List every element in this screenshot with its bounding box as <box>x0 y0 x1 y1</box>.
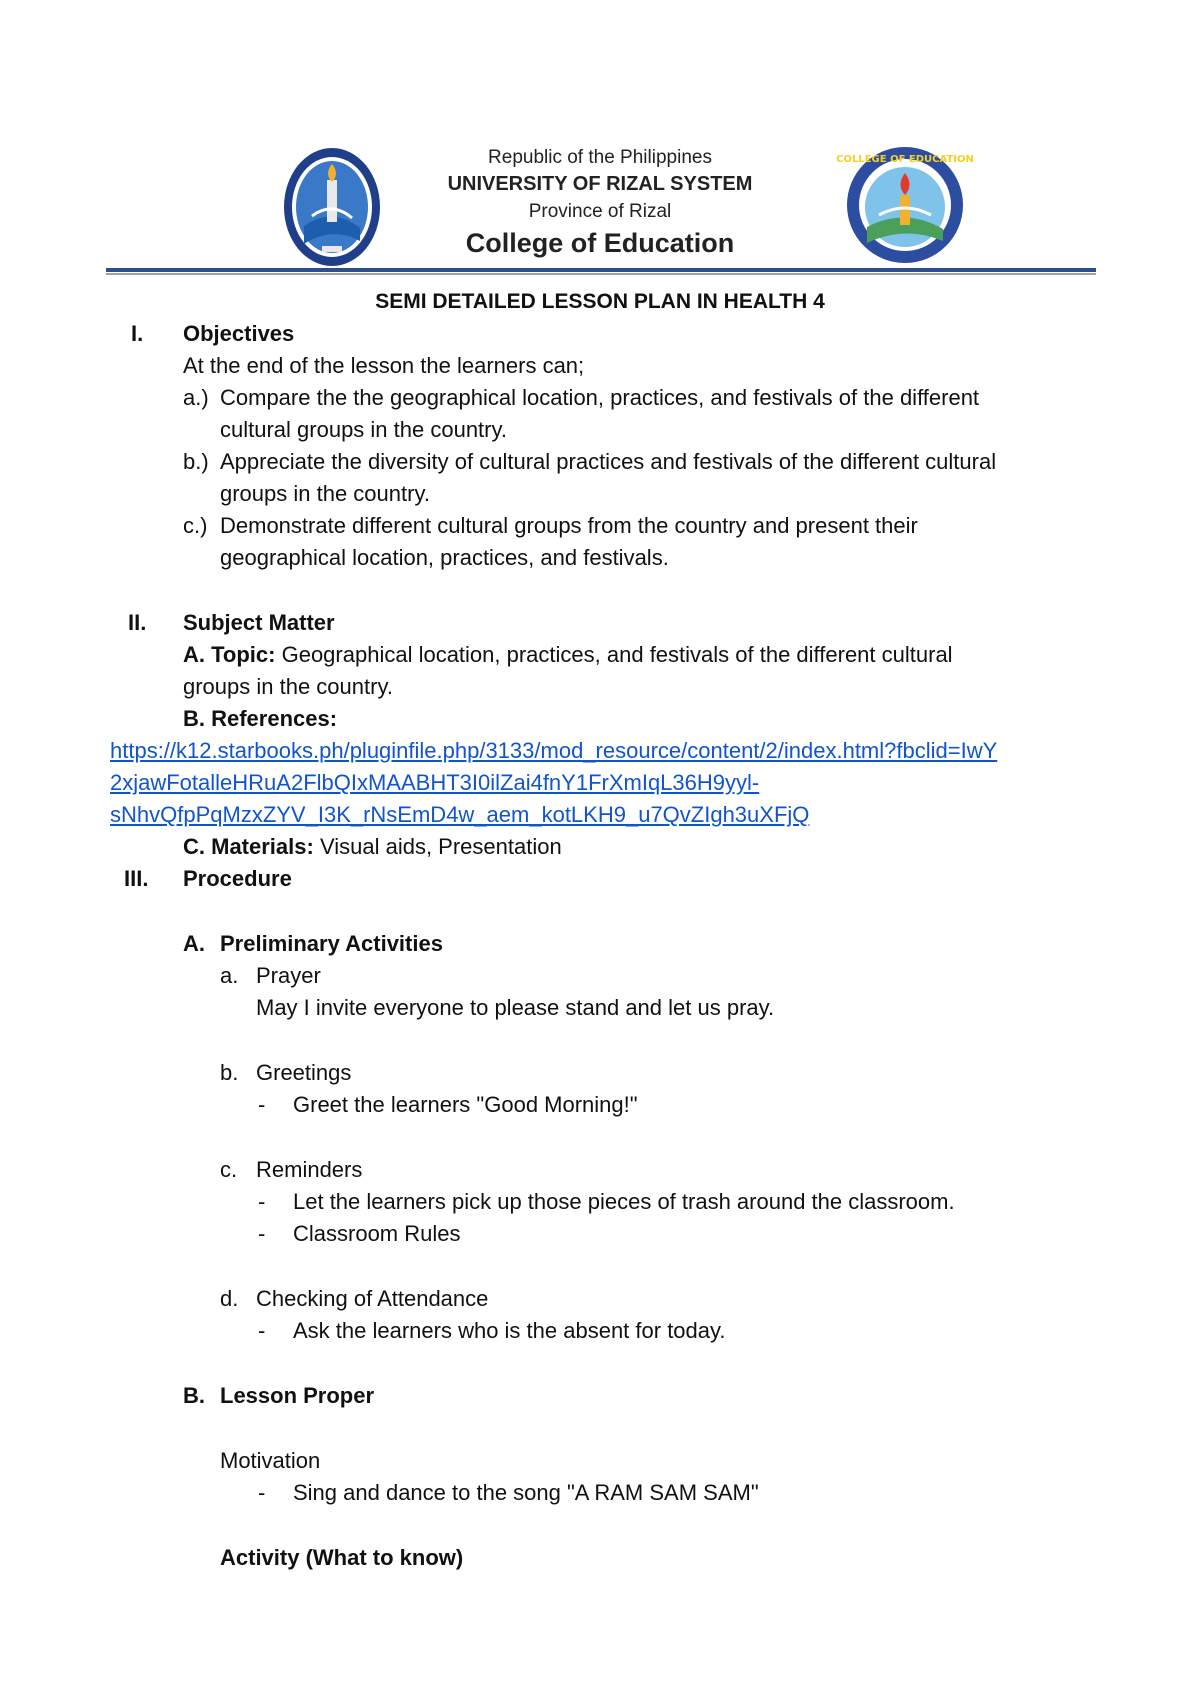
attendance-dash: - <box>258 1318 266 1343</box>
prayer-label: a. <box>220 963 239 988</box>
university-seal-icon <box>282 146 382 268</box>
objective-b-label: b.) <box>183 449 209 474</box>
materials-label: C. Materials: <box>183 834 314 859</box>
motivation-dash: - <box>258 1480 266 1505</box>
references-label: B. References: <box>183 706 338 731</box>
reminders-label: c. <box>220 1157 238 1182</box>
reminders-item-2: Classroom Rules <box>293 1221 461 1246</box>
greetings-title: Greetings <box>256 1060 352 1085</box>
attendance-item: Ask the learners who is the absent for today. <box>293 1318 726 1343</box>
objective-b-line2: groups in the country. <box>220 481 430 506</box>
objective-c-line2: geographical location, practices, and festivals. <box>220 545 669 570</box>
header-college: College of Education <box>465 228 735 258</box>
attendance-label: d. <box>220 1286 239 1311</box>
objective-c-label: c.) <box>183 513 208 538</box>
reference-link-line3[interactable]: sNhvQfpPqMzxZYV_I3K_rNsEmD4w_aem_kotLKH9_u7QvZIgh3uXFjQ <box>110 802 810 827</box>
topic-line <box>183 642 953 668</box>
objective-a-line1: Compare the the geographical location, practices, and festivals of the different <box>220 385 980 410</box>
reminders-dash-2: - <box>258 1221 266 1246</box>
greetings-dash: - <box>258 1092 266 1117</box>
materials-line <box>183 834 562 860</box>
section-number-objectives: I. <box>131 321 144 346</box>
topic-line2: groups in the country. <box>183 674 393 699</box>
header-divider <box>106 268 1096 272</box>
prayer-text: May I invite everyone to please stand and let us pray. <box>256 995 775 1020</box>
lesson-proper-label: B. <box>183 1383 205 1408</box>
reminders-title: Reminders <box>256 1157 363 1182</box>
motivation-title: Motivation <box>220 1448 321 1473</box>
header-university: UNIVERSITY OF RIZAL SYSTEM <box>447 173 753 195</box>
objective-a-line2: cultural groups in the country. <box>220 417 507 442</box>
objective-b-line1: Appreciate the diversity of cultural practices and festivals of the different cultural <box>220 449 997 474</box>
header-province: Province of Rizal <box>528 201 672 222</box>
document-title: SEMI DETAILED LESSON PLAN IN HEALTH 4 <box>375 290 825 313</box>
section-heading-objectives: Objectives <box>183 321 295 346</box>
header-divider-secondary <box>106 273 1096 275</box>
section-heading-subject: Subject Matter <box>183 610 335 635</box>
materials-value: Visual aids, Presentation <box>319 834 562 859</box>
prelim-label: A. <box>183 931 205 956</box>
objective-a-label: a.) <box>183 385 209 410</box>
college-of-education-seal-icon <box>836 145 974 265</box>
reference-link-line1[interactable]: https://k12.starbooks.ph/pluginfile.php/3133/mod_resource/content/2/index.html?fbclid=IwY <box>110 738 998 763</box>
objectives-intro: At the end of the lesson the learners can; <box>183 353 585 378</box>
section-number-subject: II. <box>128 610 147 635</box>
prelim-heading: Preliminary Activities <box>220 931 443 956</box>
attendance-title: Checking of Attendance <box>256 1286 489 1311</box>
reference-link-line2[interactable]: 2xjawFotalleHRuA2FlbQIxMAABHT3I0ilZai4fnY1FrXmIqL36H9yyl- <box>110 770 760 795</box>
greetings-item: Greet the learners "Good Morning!" <box>293 1092 638 1117</box>
reminders-dash-1: - <box>258 1189 266 1214</box>
section-number-procedure: III. <box>124 866 149 891</box>
greetings-label: b. <box>220 1060 239 1085</box>
topic-value: Geographical location, practices, and festivals of the different cultural <box>281 642 953 667</box>
section-heading-procedure: Procedure <box>183 866 292 891</box>
objective-c-line1: Demonstrate different cultural groups from the country and present their <box>220 513 918 538</box>
lesson-proper-heading: Lesson Proper <box>220 1383 375 1408</box>
svg-text:COLLEGE OF EDUCATION: COLLEGE OF EDUCATION <box>836 154 974 165</box>
activity-heading: Activity (What to know) <box>220 1545 464 1570</box>
reminders-item-1: Let the learners pick up those pieces of trash around the classroom. <box>293 1189 955 1214</box>
prayer-title: Prayer <box>256 963 321 988</box>
motivation-item: Sing and dance to the song "A RAM SAM SAM" <box>293 1480 759 1505</box>
header-republic: Republic of the Philippines <box>488 147 712 168</box>
topic-label: A. Topic: <box>183 642 276 667</box>
